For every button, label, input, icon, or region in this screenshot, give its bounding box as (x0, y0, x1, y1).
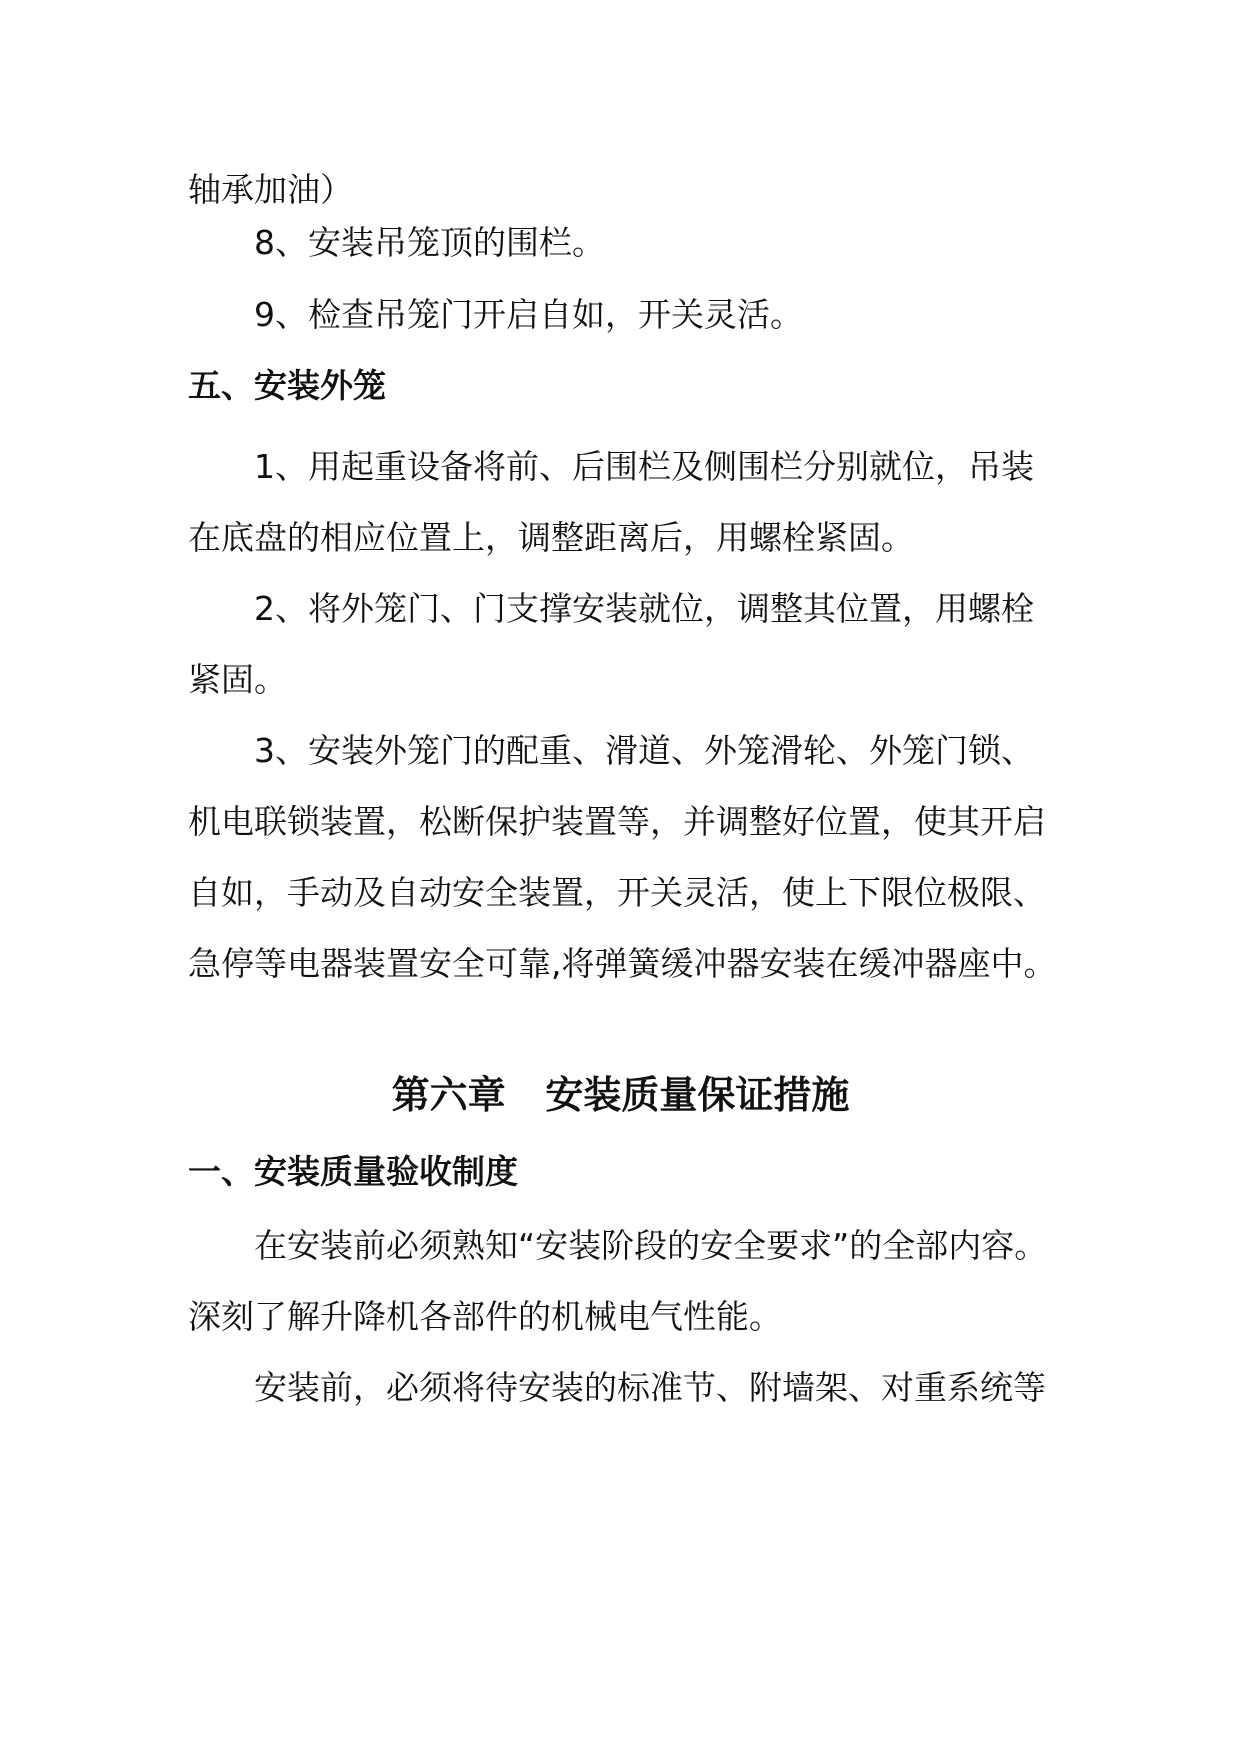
paragraph-line: 安装前，必须将待安装的标准节、附墙架、对重系统等 (254, 1368, 1046, 1407)
item-3: 3、安装外笼门的配重、滑道、外笼滑轮、外笼门锁、 (254, 731, 1034, 770)
paragraph-line: 在安装前必须熟知“安装阶段的安全要求”的全部内容。 (254, 1226, 1048, 1265)
text-line: 轴承加油） (188, 170, 353, 209)
chapter-title: 第六章 安装质量保证措施 (391, 1073, 850, 1117)
item-2: 2、将外笼门、门支撑安装就位，调整其位置，用螺栓 (254, 589, 1034, 628)
item-8: 8、安装吊笼顶的围栏。 (254, 223, 605, 262)
section-heading-5: 五、安装外笼 (188, 366, 386, 405)
text-line: 在底盘的相应位置上，调整距离后，用螺栓紧固。 (188, 518, 914, 557)
text-line: 紧固。 (188, 660, 287, 699)
section-heading-1: 一、安装质量验收制度 (188, 1152, 518, 1191)
text-line: 急停等电器装置安全可靠,将弹簧缓冲器安装在缓冲器座中。 (188, 944, 1057, 983)
item-9: 9、检查吊笼门开启自如，开关灵活。 (254, 295, 803, 334)
text-line: 自如，手动及自动安全装置，开关灵活，使上下限位极限、 (188, 873, 1046, 912)
text-line: 机电联锁装置，松断保护装置等，并调整好位置，使其开启 (188, 802, 1046, 841)
text-line: 深刻了解升降机各部件的机械电气性能。 (188, 1297, 782, 1336)
item-1: 1、用起重设备将前、后围栏及侧围栏分别就位，吊装 (254, 447, 1034, 486)
